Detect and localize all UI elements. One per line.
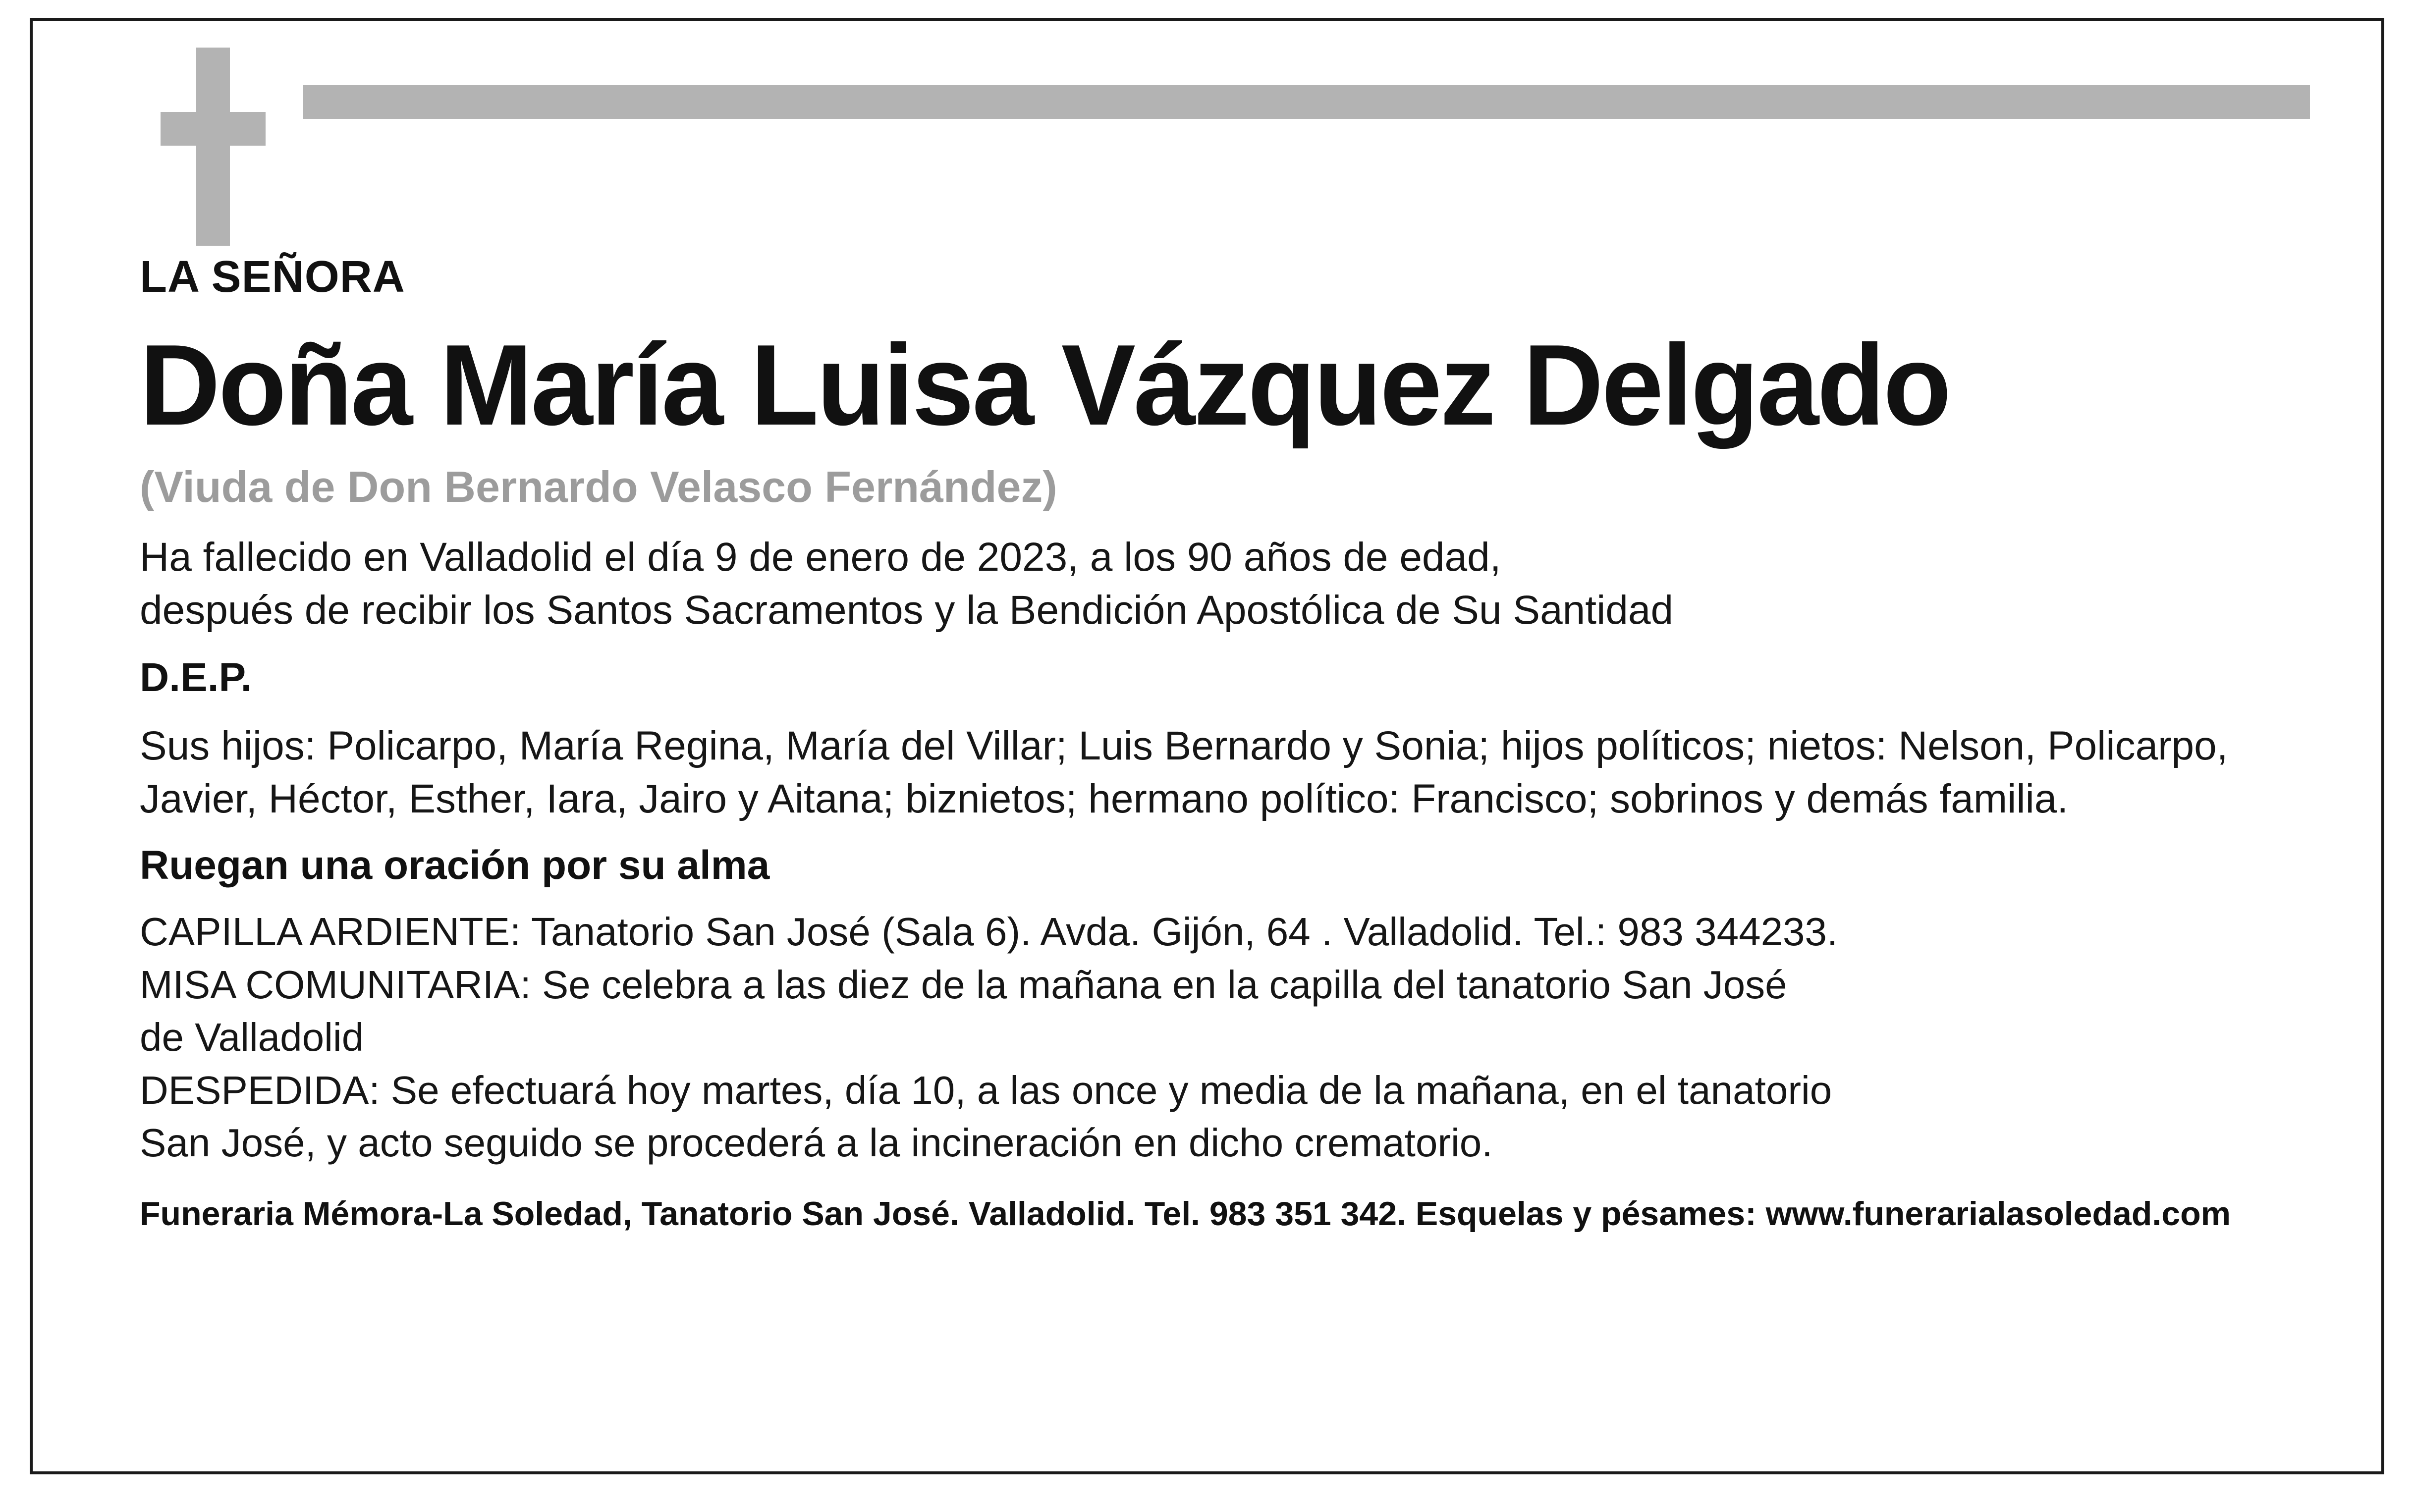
prayer-request: Ruegan una oración por su alma: [140, 843, 770, 888]
notice-header: [140, 21, 2274, 254]
death-line-1: Ha fallecido en Valladolid el día 9 de enero de 2023, a los 90 años de edad,: [140, 535, 1501, 580]
spouse-line: (Viuda de Don Bernardo Velasco Fernández): [140, 462, 1057, 512]
cross-vertical-bar: [196, 48, 230, 246]
deceased-name: Doña María Luisa Vázquez Delgado: [140, 321, 1950, 449]
dep-label: D.E.P.: [140, 655, 252, 701]
obituary-notice: [30, 18, 2384, 1474]
cross-icon: [161, 48, 266, 246]
cross-horizontal-bar: [161, 112, 266, 146]
kicker-label: LA SEÑORA: [140, 252, 405, 302]
detail-line: DESPEDIDA: Se efectuará hoy martes, día 10, a las once y media de la mañana, en el tanatorio: [140, 1068, 1832, 1112]
death-line-2: después de recibir los Santos Sacramentos y la Bendición Apostólica de Su Santidad: [140, 587, 1674, 633]
detail-line: MISA COMUNITARIA: Se celebra a las diez de la mañana en la capilla del tanatorio San José: [140, 962, 1787, 1007]
detail-line: San José, y acto seguido se procederá a la incineración en dicho crematorio.: [140, 1120, 1493, 1165]
detail-line: de Valladolid: [140, 1015, 364, 1060]
detail-line: CAPILLA ARDIENTE: Tanatorio San José (Sala 6). Avda. Gijón, 64 . Valladolid. Tel.: 983 344233.: [140, 910, 1838, 954]
family-list: Sus hijos: Policarpo, María Regina, María del Villar; Luis Bernardo y Sonia; hijos políticos; nietos: Nelson, Policarpo, Javier, Héctor, Esther, Iara, Jairo y Aitana; biznietos; hermano político: Francisco; sobrinos y demás familia.: [140, 723, 2228, 821]
funeral-home-footer: Funeraria Mémora-La Soledad, Tanatorio San José. Valladolid. Tel. 983 351 342. Esquelas y pésames: www.funerarialasoledad.com: [140, 1195, 2231, 1233]
header-rule: [303, 85, 2310, 119]
service-details: [140, 906, 2274, 1169]
notice-content: [33, 21, 2381, 1471]
